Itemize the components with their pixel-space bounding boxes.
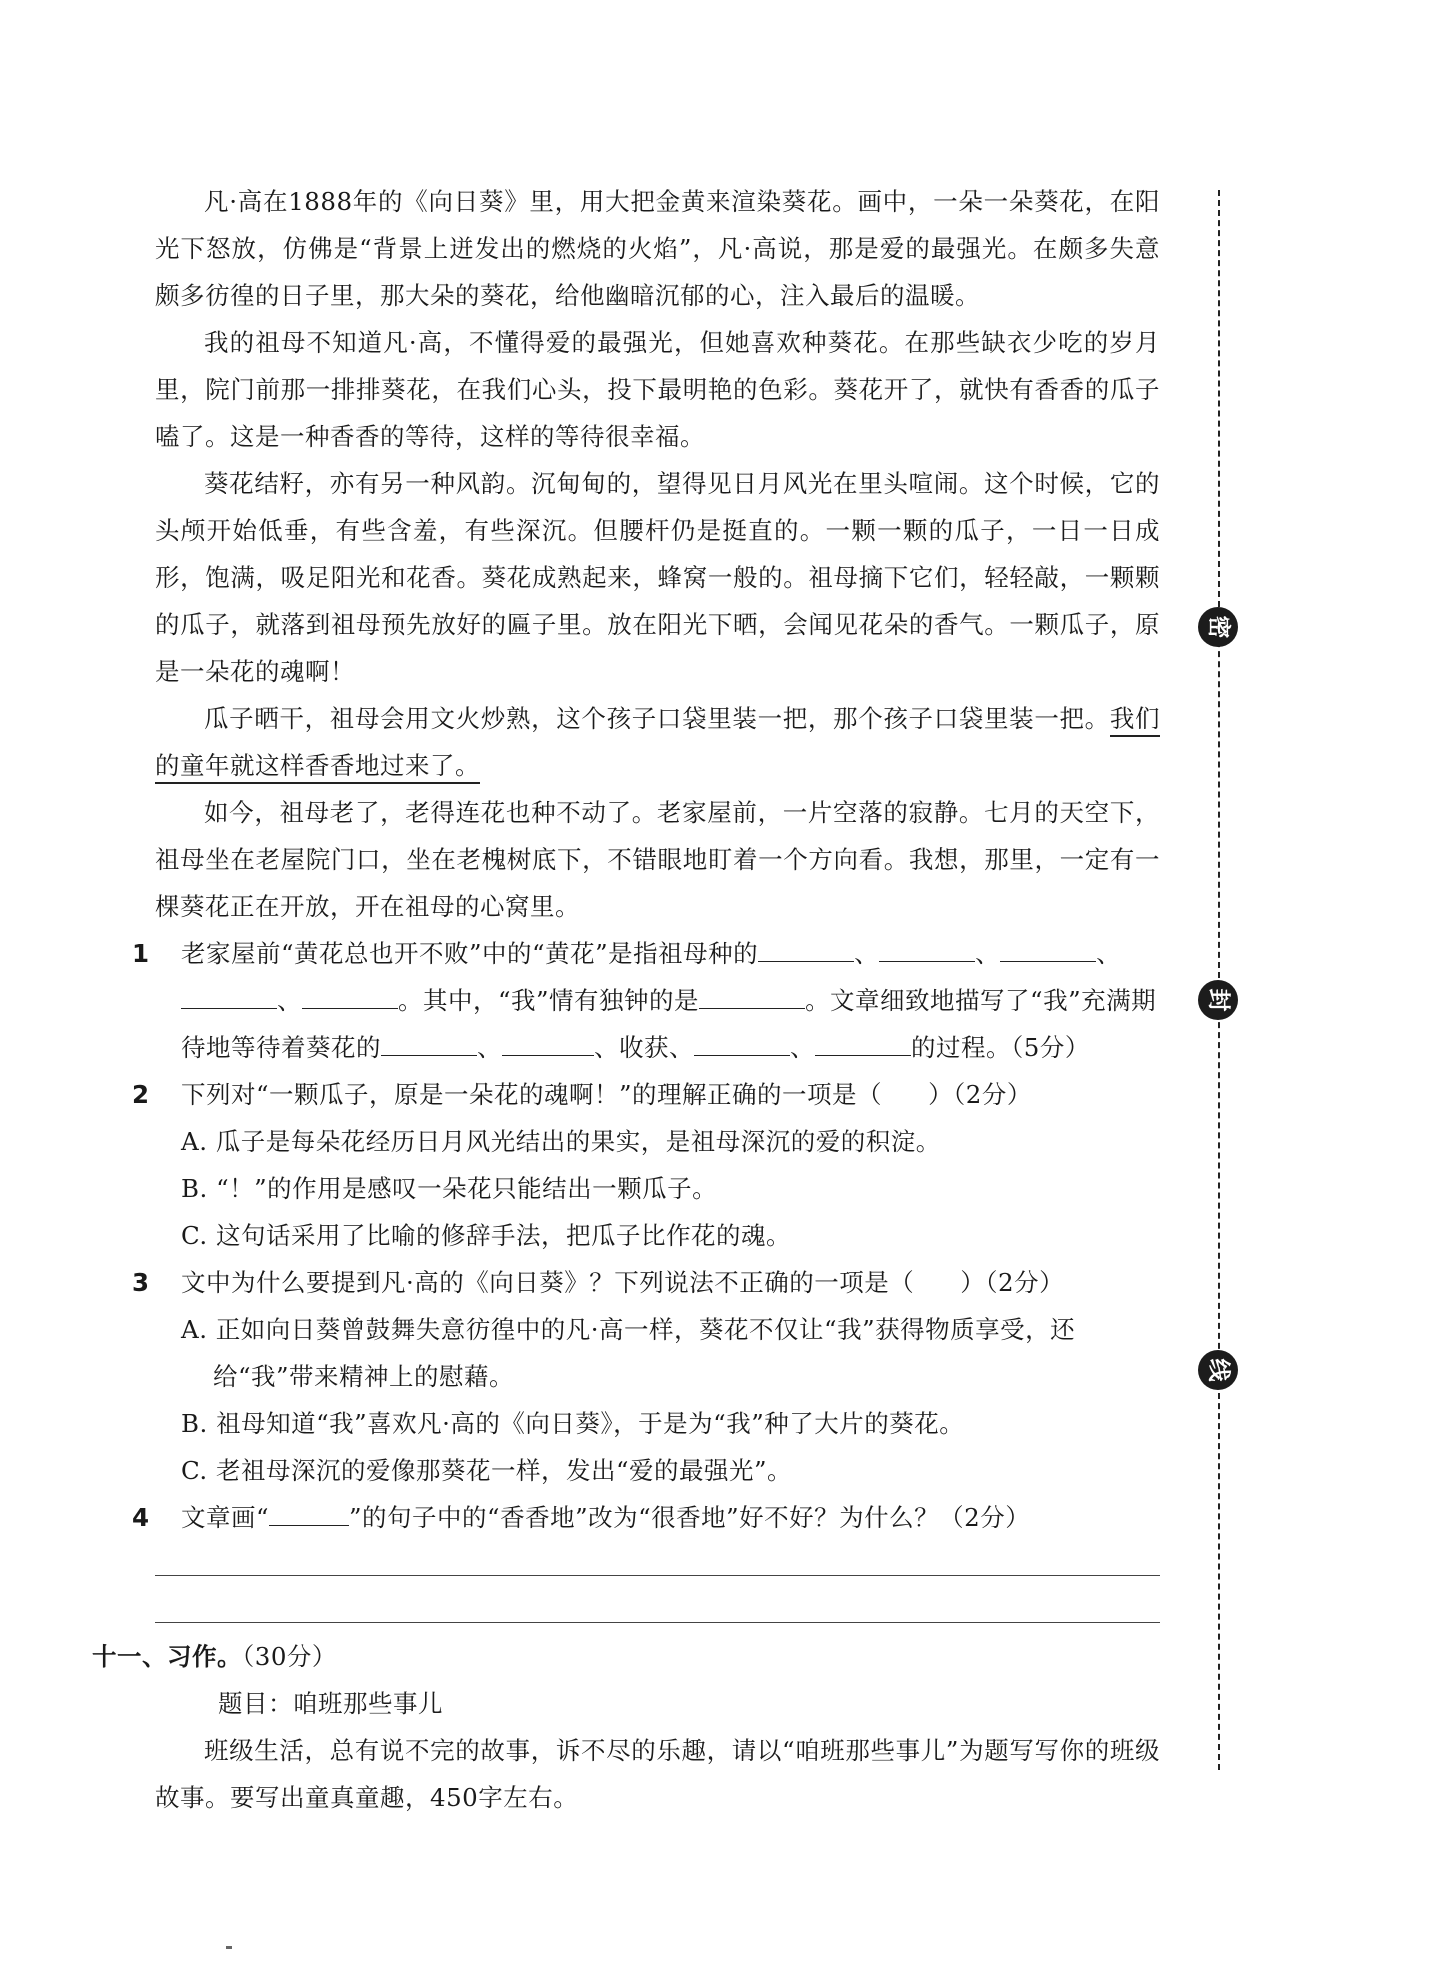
composition-instructions: 班级生活，总有说不完的故事，诉不尽的乐趣，请以“咱班那些事儿”为题写写你的班级故事。要写出童真童趣，450字左右。 [155,1736,1160,1812]
section-11-score: （30分） [242,1642,337,1671]
question-3-stem-a: 文中为什么要提到凡·高的《向日葵》？下列说法不正确的一项是（ [181,1268,915,1297]
binding-mark-seal: 封 [1198,980,1238,1020]
paragraph-4-text: 瓜子晒干，祖母会用文火炒熟，这个孩子口袋里装一把，那个孩子口袋里装一把。 [204,704,1110,733]
question-3-stem-b: ）（2分） [960,1268,1065,1297]
question-1-text-e: 的过程。（5分） [911,1033,1090,1062]
question-1-number: 1 [132,939,150,968]
page-dot [226,1946,232,1949]
answer-blank[interactable] [302,986,398,1009]
passage-paragraph-5: 如今，祖母老了，老得连花也种不动了。老家屋前，一片空落的寂静。七月的天空下，祖母坐在老屋院门口，坐在老槐树底下，不错眼地盯着一个方向看。我想，那里，一定有一棵葵花正在开放，开在祖母的心窝里。 [155,798,1160,921]
question-3-option-a-cont: 给“我”带来精神上的慰藉。 [213,1362,515,1391]
answer-blank[interactable] [815,1033,911,1056]
question-3-option-b: B. 祖母知道“我”喜欢凡·高的《向日葵》，于是为“我”种了大片的葵花。 [181,1409,965,1438]
question-3-number: 3 [132,1268,150,1297]
question-3-option-c: C. 老祖母深沉的爱像那葵花一样，发出“爱的最强光”。 [181,1456,792,1485]
passage-paragraph-3: 葵花结籽，亦有另一种风韵。沉甸甸的，望得见日月风光在里头喧闹。这个时候，它的头颅开始低垂，有些含羞，有些深沉。但腰杆仍是挺直的。一颗一颗的瓜子，一日一日成形，饱满，吸足阳光和花香。葵花成熟起来，蜂窝一般的。祖母摘下它们，轻轻敲，一颗颗的瓜子，就落到祖母预先放好的匾子里。放在阳光下晒，会闻见花朵的香气。一颗瓜子，原是一朵花的魂啊！ [155,469,1160,686]
question-2-stem-a: 下列对“一颗瓜子，原是一朵花的魂啊！”的理解正确的一项是（ [181,1080,883,1109]
binding-mark-seal: 密 [1198,607,1238,647]
underline-sample [269,1503,349,1526]
question-4-number: 4 [132,1503,150,1532]
separator: 、 [477,1033,502,1062]
question-2-option-b: B. “！”的作用是感叹一朵花只能结出一颗瓜子。 [181,1174,718,1203]
question-1-text-a: 老家屋前“黄花总也开不败”中的“黄花”是指祖母种的 [181,939,759,968]
question-3-option-a: A. 正如向日葵曾鼓舞失意彷徨中的凡·高一样，葵花不仅让“我”获得物质享受，还 [181,1315,1076,1344]
passage-paragraph-2: 我的祖母不知道凡·高，不懂得爱的最强光，但她喜欢种葵花。在那些缺衣少吃的岁月里，院门前那一排排葵花，在我们心头，投下最明艳的色彩。葵花开了，就快有香香的瓜子嗑了。这是一种香香的等待，这样的等待很幸福。 [155,328,1160,451]
separator: 、 [975,939,1001,968]
question-3 [132,1259,1160,1306]
question-2-option-c: C. 这句话采用了比喻的修辞手法，把瓜子比作花的魂。 [181,1221,791,1250]
answer-blank[interactable] [181,986,277,1009]
separator: 、 [277,986,302,1015]
passage-paragraph-1: 凡·高在1888年的《向日葵》里，用大把金黄来渲染葵花。画中，一朵一朵葵花，在阳光下怒放，仿佛是“背景上迸发出的燃烧的火焰”，凡·高说，那是爱的最强光。在颇多失意颇多彷徨的日子里，那大朵的葵花，给他幽暗沉郁的心，注入最后的温暖。 [155,187,1160,310]
separator: 、 [854,939,880,968]
answer-blank[interactable] [694,1033,790,1056]
section-11-heading [92,1633,1097,1680]
question-4-text-a: 文章画“ [181,1503,270,1532]
separator: 、 [1096,939,1122,968]
exam-content [92,178,1161,1821]
question-1-text-d: 、收获、 [594,1033,694,1062]
underlined-sentence: 我们的童年就这样香香地过来了。 [155,704,1160,784]
answer-blank[interactable] [699,986,805,1009]
composition-topic: 题目：咱班那些事儿 [218,1689,443,1718]
question-4-text-b: ”的句子中的“香香地”改为“很香地”好不好？为什么？（2分） [349,1503,1031,1532]
question-2-stem-b: ）（2分） [928,1080,1032,1109]
question-1 [132,930,1160,1071]
question-4 [132,1494,1160,1541]
section-11-title: 十一、习作。 [92,1642,242,1671]
answer-blank[interactable] [758,939,854,962]
question-1-text-b: 。其中，“我”情有独钟的是 [398,986,700,1015]
question-2-number: 2 [132,1080,150,1109]
answer-blank[interactable] [1000,939,1096,962]
separator: 、 [790,1033,815,1062]
answer-blank[interactable] [879,939,975,962]
passage-paragraph-4 [155,695,1160,789]
answer-blank[interactable] [502,1033,594,1056]
question-2-option-a: A. 瓜子是每朵花经历日月风光结出的果实，是祖母深沉的爱的积淀。 [181,1127,941,1156]
question-2 [132,1071,1160,1118]
binding-mark-line: 线 [1198,1350,1238,1390]
answer-blank[interactable] [381,1033,477,1056]
question-1-text-c: 。文章细致地描写了“我”充满期待地等待着葵花的 [181,986,1157,1062]
